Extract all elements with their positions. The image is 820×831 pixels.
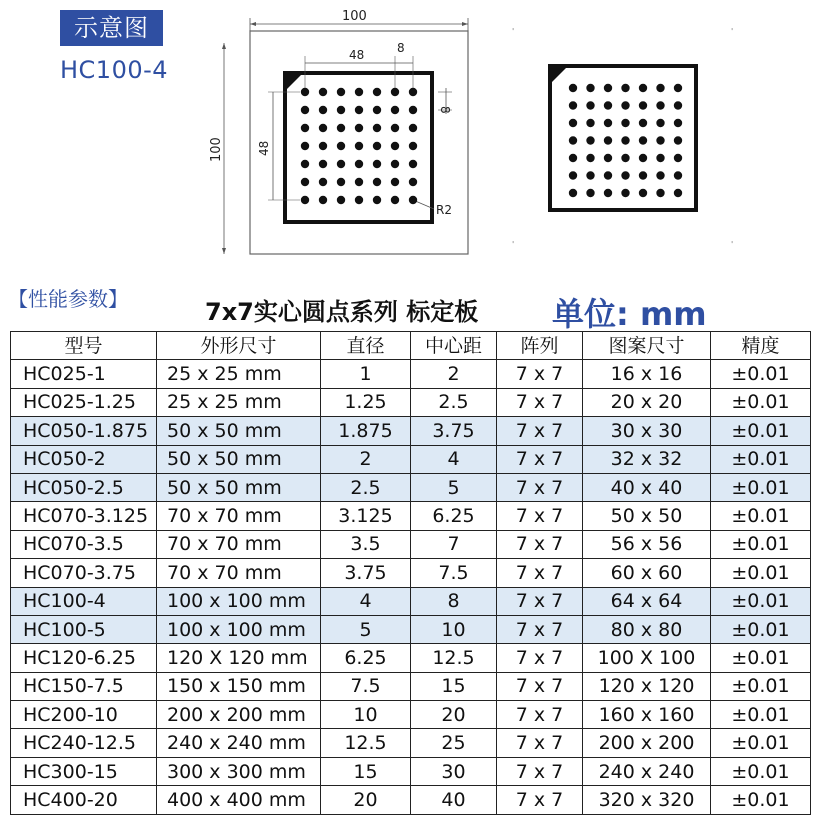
grid-dot: [337, 142, 345, 150]
cell-pitch: 30: [411, 757, 497, 785]
model-code: HC100-4: [60, 56, 169, 84]
cell-diameter: 3.75: [321, 559, 411, 587]
cell-pattern: 240 x 240: [583, 757, 711, 785]
table-title: 7x7实心圆点系列 标定板: [205, 298, 479, 326]
cell-pitch: 2.5: [411, 388, 497, 416]
cell-pitch: 8: [411, 587, 497, 615]
grid-dot: [604, 154, 612, 162]
technical-drawing: [200, 0, 480, 260]
table-row: [11, 417, 811, 445]
grid-dot: [586, 84, 594, 92]
grid-dot: [355, 196, 363, 204]
cell-pitch: 40: [411, 786, 497, 814]
grid-dot: [319, 178, 327, 186]
cell-size: 200 x 200 mm: [157, 701, 321, 729]
grid-dot: [656, 171, 664, 179]
cell-model: HC050-2.5: [11, 473, 157, 501]
grid-dot: [337, 124, 345, 132]
cell-array: 7 x 7: [497, 502, 583, 530]
cell-pitch: 25: [411, 729, 497, 757]
grid-dot: [391, 160, 399, 168]
table-row: [11, 473, 811, 501]
grid-dot: [355, 178, 363, 186]
grid-dot: [301, 124, 309, 132]
cell-pattern: 80 x 80: [583, 615, 711, 643]
cell-pattern: 120 x 120: [583, 672, 711, 700]
grid-dot: [569, 189, 577, 197]
grid-dot: [355, 106, 363, 114]
cell-accuracy: ±0.01: [711, 473, 811, 501]
cell-model: HC400-20: [11, 786, 157, 814]
grid-dot: [656, 154, 664, 162]
grid-dot: [656, 119, 664, 127]
cell-pattern: 56 x 56: [583, 530, 711, 558]
cell-size: 400 x 400 mm: [157, 786, 321, 814]
cell-model: HC025-1.25: [11, 388, 157, 416]
grid-dot: [391, 178, 399, 186]
grid-dot: [621, 171, 629, 179]
grid-dot: [639, 154, 647, 162]
cell-pattern: 64 x 64: [583, 587, 711, 615]
cell-model: HC150-7.5: [11, 672, 157, 700]
cell-array: 7 x 7: [497, 388, 583, 416]
table-row: [11, 388, 811, 416]
cell-model: HC050-1.875: [11, 417, 157, 445]
dim-pattern-height: 48: [257, 140, 271, 156]
cell-accuracy: ±0.01: [711, 701, 811, 729]
cell-size: 100 x 100 mm: [157, 615, 321, 643]
grid-dot: [604, 171, 612, 179]
cell-pattern: 20 x 20: [583, 388, 711, 416]
cell-pattern: 320 x 320: [583, 786, 711, 814]
grid-dot: [409, 142, 417, 150]
table-row: [11, 786, 811, 814]
cell-diameter: 4: [321, 587, 411, 615]
grid-dot: [391, 196, 399, 204]
table-row: [11, 644, 811, 672]
cell-size: 120 X 120 mm: [157, 644, 321, 672]
grid-dot: [656, 189, 664, 197]
cell-model: HC300-15: [11, 757, 157, 785]
table-row: [11, 672, 811, 700]
grid-dot: [674, 154, 682, 162]
table-row: [11, 729, 811, 757]
cell-accuracy: ±0.01: [711, 615, 811, 643]
dim-pitch-v: 8: [438, 106, 452, 114]
cell-model: HC100-5: [11, 615, 157, 643]
cell-diameter: 2: [321, 445, 411, 473]
grid-dot: [586, 136, 594, 144]
svg-text:': ': [731, 240, 734, 249]
table-row: [11, 701, 811, 729]
table-row: [11, 445, 811, 473]
cell-model: HC070-3.125: [11, 502, 157, 530]
grid-dot: [674, 101, 682, 109]
cell-pattern: 200 x 200: [583, 729, 711, 757]
cell-accuracy: ±0.01: [711, 672, 811, 700]
grid-dot: [586, 119, 594, 127]
cell-array: 7 x 7: [497, 729, 583, 757]
dim-corner-radius: R2: [436, 203, 452, 217]
spec-table: [10, 331, 811, 815]
grid-dot: [639, 189, 647, 197]
cell-diameter: 7.5: [321, 672, 411, 700]
grid-dot: [569, 154, 577, 162]
cell-pattern: 32 x 32: [583, 445, 711, 473]
grid-dot: [391, 106, 399, 114]
cell-pitch: 5: [411, 473, 497, 501]
unit-label: 单位: mm: [552, 295, 707, 333]
grid-dot: [586, 189, 594, 197]
cell-array: 7 x 7: [497, 615, 583, 643]
cell-size: 50 x 50 mm: [157, 445, 321, 473]
cell-pattern: 40 x 40: [583, 473, 711, 501]
grid-dot: [373, 196, 381, 204]
dim-outer-width: 100: [342, 9, 367, 24]
grid-dot: [604, 189, 612, 197]
cell-pitch: 2: [411, 360, 497, 388]
cell-size: 70 x 70 mm: [157, 530, 321, 558]
table-row: [11, 530, 811, 558]
grid-dot: [319, 124, 327, 132]
grid-dot: [656, 136, 664, 144]
cell-diameter: 3.125: [321, 502, 411, 530]
cell-pattern: 160 x 160: [583, 701, 711, 729]
cell-model: HC025-1: [11, 360, 157, 388]
dim-outer-height: 100: [209, 137, 224, 162]
dim-pitch-h: 8: [397, 41, 405, 55]
header-array: 阵列: [497, 332, 583, 360]
svg-text:': ': [731, 27, 734, 36]
cell-pattern: 60 x 60: [583, 559, 711, 587]
cell-accuracy: ±0.01: [711, 786, 811, 814]
grid-dot: [337, 88, 345, 96]
cell-pitch: 12.5: [411, 644, 497, 672]
grid-dot: [301, 88, 309, 96]
cell-size: 150 x 150 mm: [157, 672, 321, 700]
grid-dot: [301, 142, 309, 150]
grid-dot: [373, 142, 381, 150]
grid-dot: [656, 101, 664, 109]
grid-dot: [373, 88, 381, 96]
grid-dot: [319, 196, 327, 204]
table-row: [11, 615, 811, 643]
grid-dot: [409, 160, 417, 168]
cell-model: HC120-6.25: [11, 644, 157, 672]
grid-dot: [569, 101, 577, 109]
grid-dot: [409, 88, 417, 96]
cell-pitch: 7: [411, 530, 497, 558]
cell-array: 7 x 7: [497, 644, 583, 672]
cell-accuracy: ±0.01: [711, 530, 811, 558]
cell-model: HC050-2: [11, 445, 157, 473]
grid-dot: [391, 142, 399, 150]
cell-size: 25 x 25 mm: [157, 388, 321, 416]
grid-dot: [337, 178, 345, 186]
grid-dot: [621, 154, 629, 162]
cell-diameter: 3.5: [321, 530, 411, 558]
grid-dot: [639, 171, 647, 179]
grid-dot: [586, 154, 594, 162]
grid-dot: [674, 171, 682, 179]
svg-text:': ': [512, 27, 515, 36]
grid-dot: [319, 142, 327, 150]
cell-size: 70 x 70 mm: [157, 559, 321, 587]
grid-dot: [604, 119, 612, 127]
header-accuracy: 精度: [711, 332, 811, 360]
grid-dot: [569, 136, 577, 144]
cell-array: 7 x 7: [497, 559, 583, 587]
grid-dot: [639, 119, 647, 127]
cell-pitch: 20: [411, 701, 497, 729]
grid-dot: [391, 124, 399, 132]
grid-dot: [319, 106, 327, 114]
grid-dot: [621, 119, 629, 127]
cell-pitch: 15: [411, 672, 497, 700]
cell-diameter: 15: [321, 757, 411, 785]
grid-dot: [355, 124, 363, 132]
grid-dot: [355, 88, 363, 96]
grid-dot: [319, 160, 327, 168]
cell-accuracy: ±0.01: [711, 559, 811, 587]
cell-pattern: 16 x 16: [583, 360, 711, 388]
cell-model: HC200-10: [11, 701, 157, 729]
header-diameter: 直径: [321, 332, 411, 360]
grid-dot: [586, 101, 594, 109]
cell-array: 7 x 7: [497, 360, 583, 388]
grid-dot: [301, 178, 309, 186]
cell-pattern: 100 X 100: [583, 644, 711, 672]
header-pattern: 图案尺寸: [583, 332, 711, 360]
cell-pattern: 50 x 50: [583, 502, 711, 530]
cell-size: 25 x 25 mm: [157, 360, 321, 388]
cell-array: 7 x 7: [497, 445, 583, 473]
grid-dot: [409, 106, 417, 114]
svg-text:': ': [512, 240, 515, 249]
grid-dot: [604, 136, 612, 144]
grid-dot: [409, 124, 417, 132]
cell-size: 100 x 100 mm: [157, 587, 321, 615]
cell-model: HC070-3.75: [11, 559, 157, 587]
grid-dot: [337, 106, 345, 114]
table-row: [11, 587, 811, 615]
cell-array: 7 x 7: [497, 587, 583, 615]
grid-dot: [639, 84, 647, 92]
table-row: [11, 360, 811, 388]
cell-diameter: 20: [321, 786, 411, 814]
grid-dot: [373, 160, 381, 168]
cell-diameter: 1: [321, 360, 411, 388]
grid-dot: [373, 124, 381, 132]
table-row: [11, 559, 811, 587]
cell-diameter: 12.5: [321, 729, 411, 757]
grid-dot: [604, 84, 612, 92]
grid-dot: [409, 178, 417, 186]
table-header-row: [11, 332, 811, 360]
grid-dot: [409, 196, 417, 204]
cell-array: 7 x 7: [497, 701, 583, 729]
grid-dot: [621, 136, 629, 144]
grid-dot: [674, 136, 682, 144]
cell-accuracy: ±0.01: [711, 388, 811, 416]
cell-array: 7 x 7: [497, 786, 583, 814]
grid-dot: [373, 178, 381, 186]
table-row: [11, 502, 811, 530]
grid-dot: [301, 196, 309, 204]
cell-pitch: 10: [411, 615, 497, 643]
grid-dot: [337, 160, 345, 168]
grid-dot: [621, 101, 629, 109]
cell-array: 7 x 7: [497, 672, 583, 700]
cell-pitch: 4: [411, 445, 497, 473]
cell-accuracy: ±0.01: [711, 644, 811, 672]
grid-dot: [604, 101, 612, 109]
cell-array: 7 x 7: [497, 530, 583, 558]
grid-dot: [639, 101, 647, 109]
grid-dot: [656, 84, 664, 92]
header-model: 型号: [11, 332, 157, 360]
grid-dot: [355, 142, 363, 150]
cell-accuracy: ±0.01: [711, 729, 811, 757]
grid-dot: [301, 106, 309, 114]
cell-size: 240 x 240 mm: [157, 729, 321, 757]
cell-size: 50 x 50 mm: [157, 473, 321, 501]
grid-dot: [569, 84, 577, 92]
cell-array: 7 x 7: [497, 417, 583, 445]
cell-accuracy: ±0.01: [711, 587, 811, 615]
grid-dot: [586, 171, 594, 179]
cell-model: HC100-4: [11, 587, 157, 615]
cell-size: 70 x 70 mm: [157, 502, 321, 530]
header-pitch: 中心距: [411, 332, 497, 360]
cell-pitch: 7.5: [411, 559, 497, 587]
board-preview: [505, 25, 745, 255]
grid-dot: [319, 88, 327, 96]
cell-accuracy: ±0.01: [711, 360, 811, 388]
cell-array: 7 x 7: [497, 473, 583, 501]
grid-dot: [373, 106, 381, 114]
cell-diameter: 10: [321, 701, 411, 729]
grid-dot: [337, 196, 345, 204]
cell-pattern: 30 x 30: [583, 417, 711, 445]
dim-pattern-width: 48: [349, 48, 365, 62]
cell-size: 50 x 50 mm: [157, 417, 321, 445]
cell-diameter: 5: [321, 615, 411, 643]
cell-accuracy: ±0.01: [711, 757, 811, 785]
cell-model: HC240-12.5: [11, 729, 157, 757]
grid-dot: [674, 119, 682, 127]
cell-accuracy: ±0.01: [711, 417, 811, 445]
header-size: 外形尺寸: [157, 332, 321, 360]
cell-diameter: 2.5: [321, 473, 411, 501]
cell-array: 7 x 7: [497, 757, 583, 785]
grid-dot: [621, 84, 629, 92]
cell-pitch: 6.25: [411, 502, 497, 530]
grid-dot: [391, 88, 399, 96]
section-label: 【性能参数】: [8, 287, 128, 311]
diagram-badge: 示意图: [60, 10, 163, 46]
cell-accuracy: ±0.01: [711, 445, 811, 473]
cell-diameter: 1.25: [321, 388, 411, 416]
grid-dot: [621, 189, 629, 197]
cell-diameter: 6.25: [321, 644, 411, 672]
grid-dot: [355, 160, 363, 168]
grid-dot: [569, 119, 577, 127]
grid-dot: [674, 189, 682, 197]
cell-pitch: 3.75: [411, 417, 497, 445]
grid-dot: [569, 171, 577, 179]
cell-accuracy: ±0.01: [711, 502, 811, 530]
cell-size: 300 x 300 mm: [157, 757, 321, 785]
cell-diameter: 1.875: [321, 417, 411, 445]
cell-model: HC070-3.5: [11, 530, 157, 558]
table-row: [11, 757, 811, 785]
grid-dot: [674, 84, 682, 92]
grid-dot: [639, 136, 647, 144]
grid-dot: [301, 160, 309, 168]
